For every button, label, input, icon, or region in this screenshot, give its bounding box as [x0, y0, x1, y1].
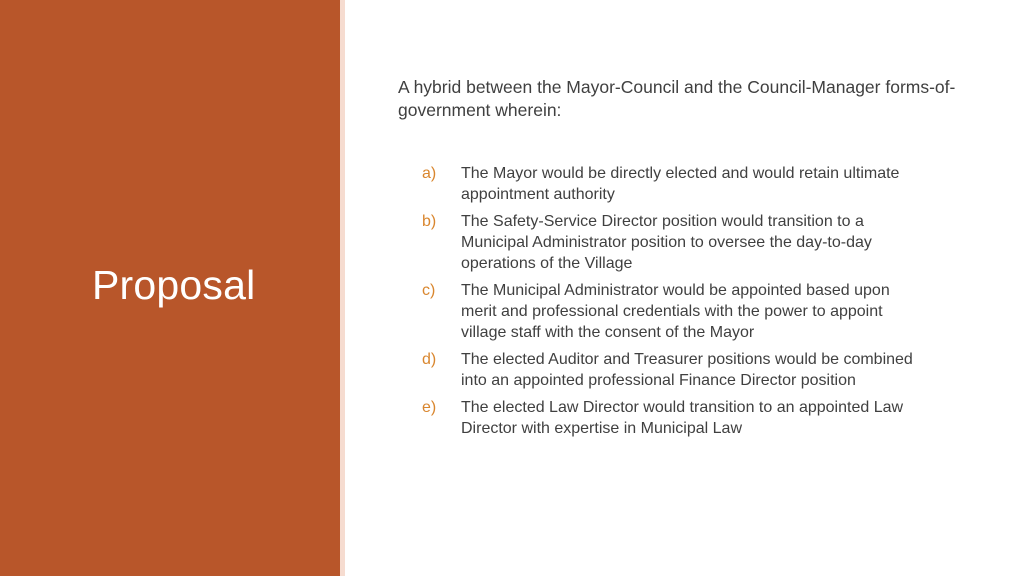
list-item [398, 163, 928, 205]
list-item-text: The Mayor would be directly elected and would retain ultimate appointment authority [461, 165, 900, 203]
accent-stripe [340, 0, 345, 576]
list-item [398, 211, 928, 274]
list-item-text: The elected Auditor and Treasurer positions would be combined into an appointed professional Finance Director position [461, 351, 913, 389]
intro-text: A hybrid between the Mayor-Council and the Council-Manager forms-of-government wherein: [398, 77, 956, 120]
slide-title: Proposal [92, 262, 256, 308]
list-item [398, 397, 928, 439]
list-marker: e) [422, 399, 437, 416]
list-item [398, 280, 928, 343]
list-marker: d) [422, 351, 437, 368]
title-panel [0, 0, 340, 576]
list-marker: b) [422, 213, 437, 230]
list-item-text: The Municipal Administrator would be appointed based upon merit and professional credentials with the power to appoint village staff with the consent of the Mayor [461, 282, 890, 341]
content-area [398, 76, 958, 445]
list-item [398, 349, 928, 391]
list-item-text: The elected Law Director would transition to an appointed Law Director with expertise in Municipal Law [461, 399, 904, 437]
list-item-text: The Safety-Service Director position would transition to a Municipal Administrator position to oversee the day-to-day operations of the Village [461, 213, 872, 272]
proposal-list [398, 163, 928, 439]
list-marker: a) [422, 165, 437, 182]
list-marker: c) [422, 282, 436, 299]
